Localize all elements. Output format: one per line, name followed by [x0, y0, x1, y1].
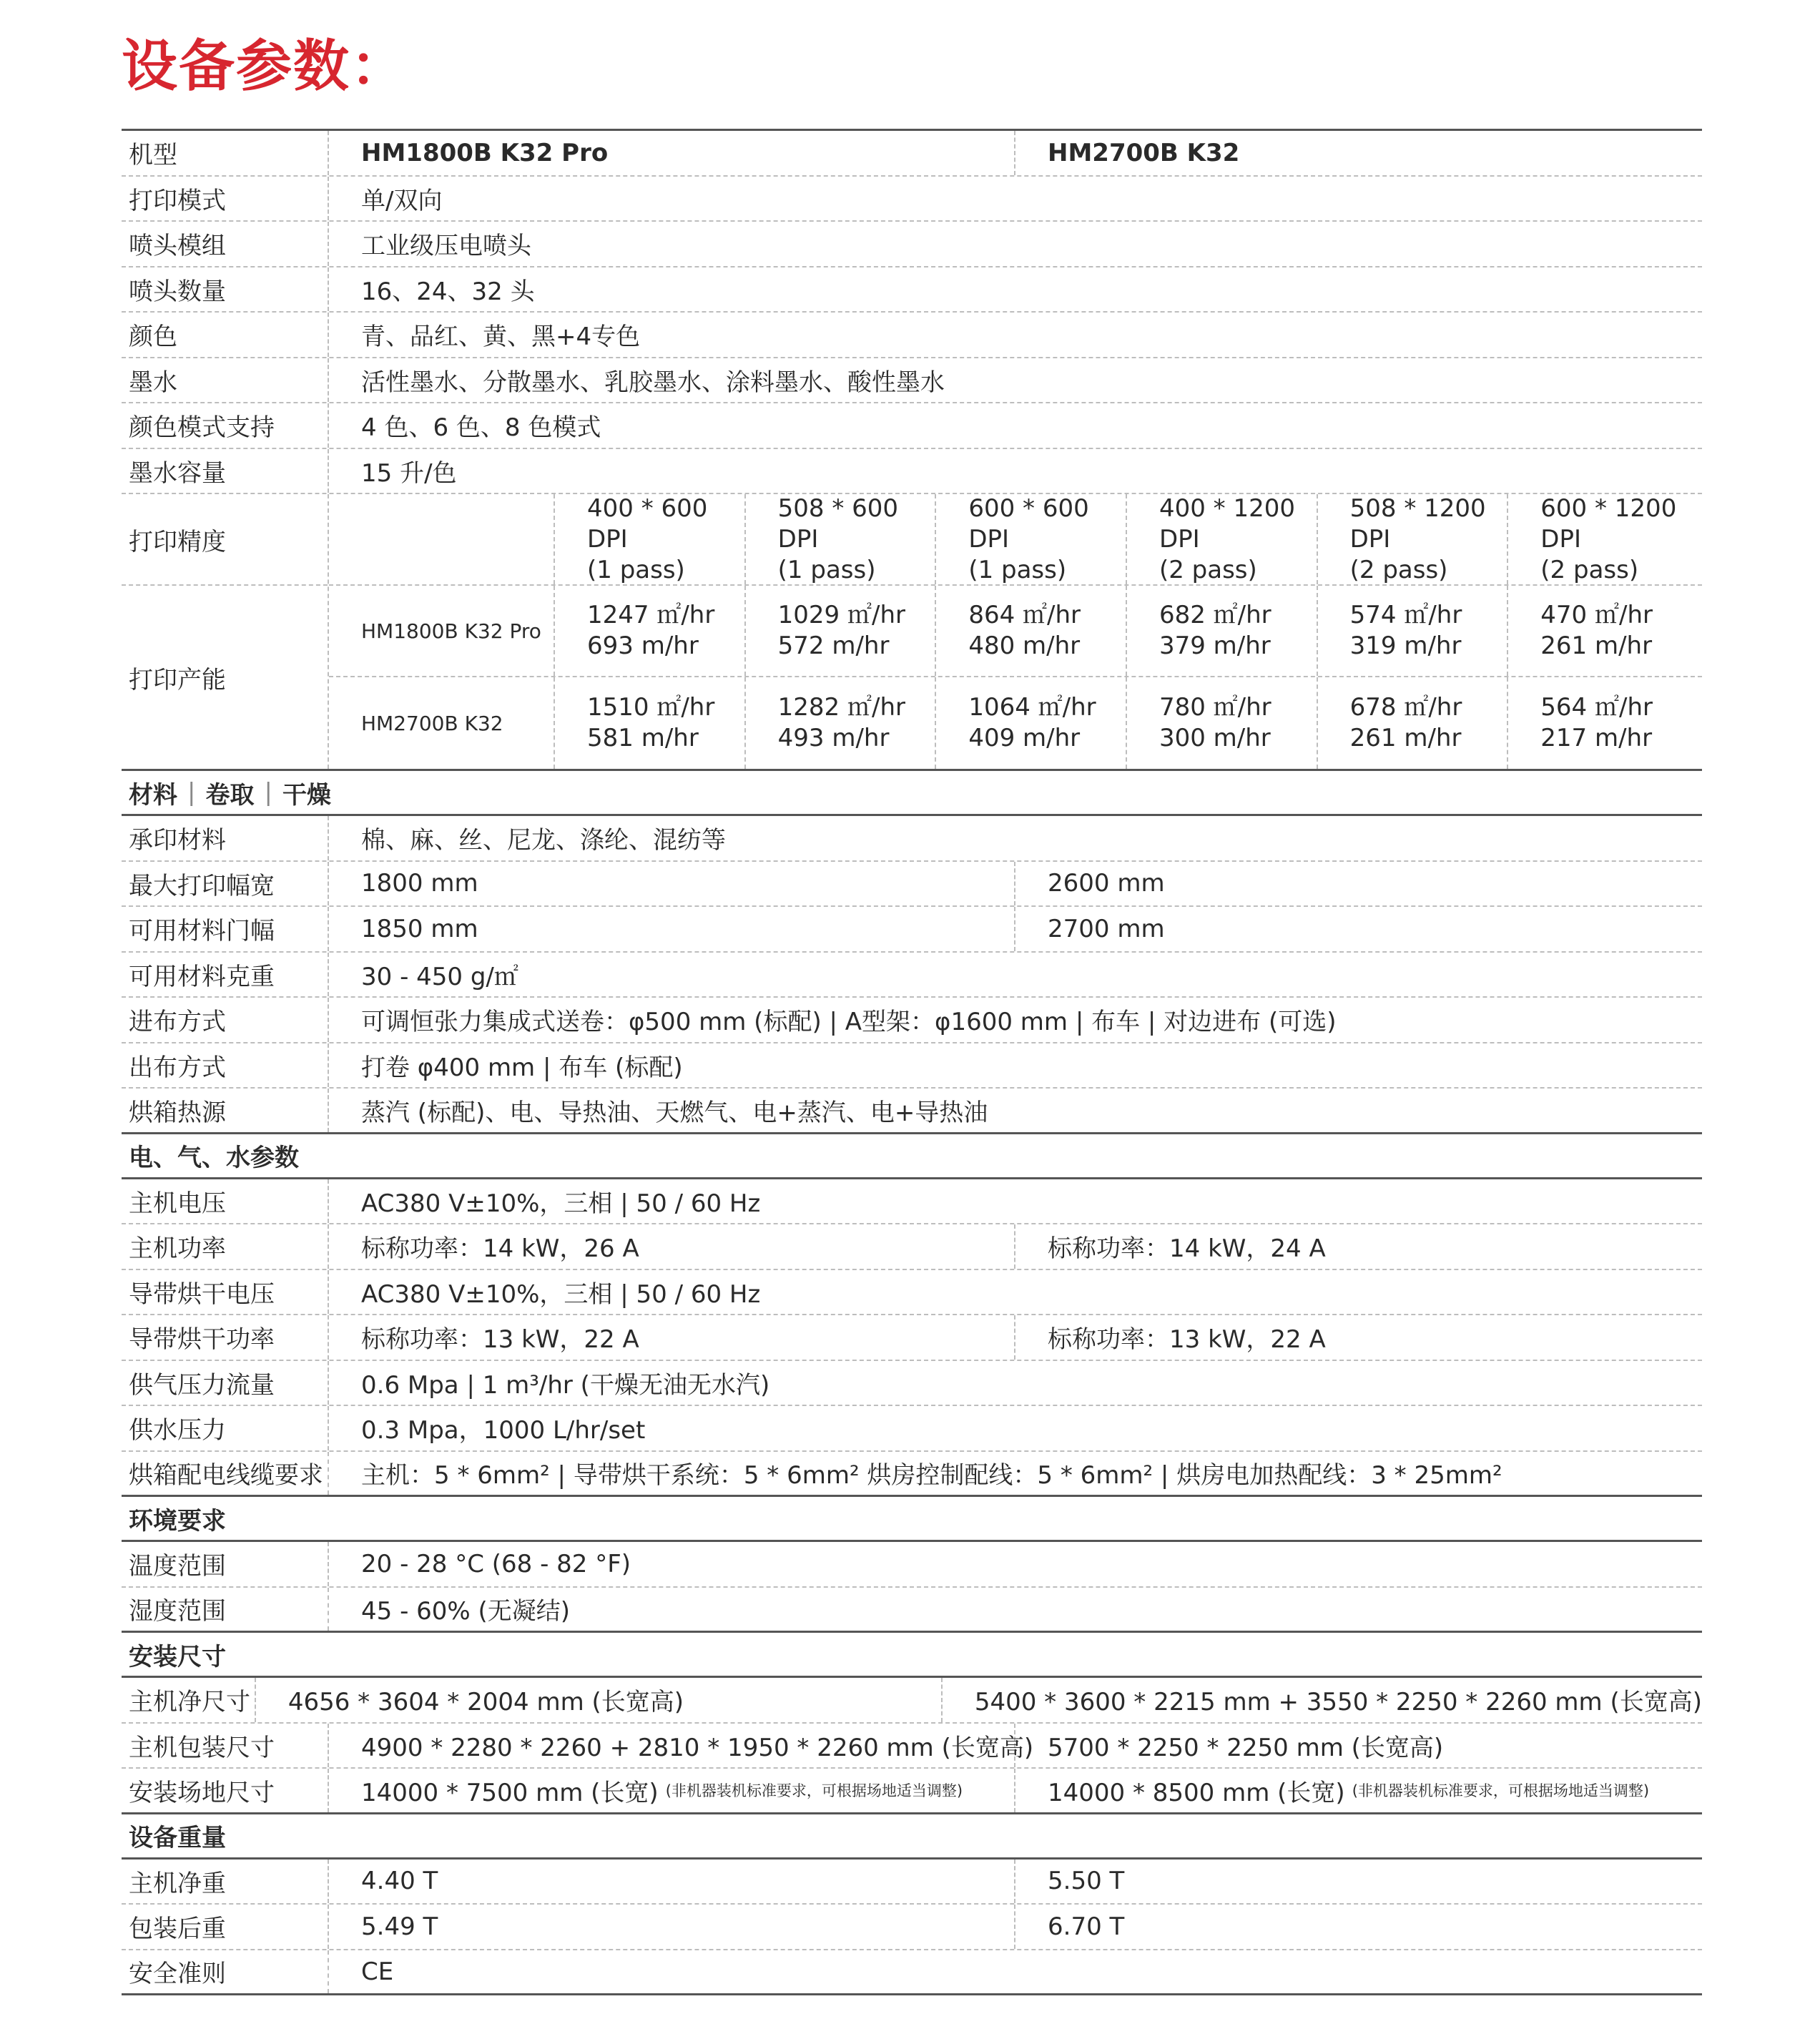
row-value: 主机：5 * 6mm² | 导带烘干系统：5 * 6mm² 烘房控制配线：5 * 6mm² | 烘房电加热配线：3 * 25mm² [361, 1461, 1502, 1490]
row-label: 墨水容量 [122, 449, 329, 493]
section-header-weight: 设备重量 [122, 1814, 1702, 1860]
capacity-label: 打印产能 [129, 665, 226, 694]
spec-row [122, 1950, 1702, 1996]
row-label: 颜色模式支持 [122, 403, 329, 448]
spec-row [122, 403, 1702, 449]
spec-table [122, 129, 1702, 1995]
model-name: HM1800B K32 Pro [329, 586, 555, 676]
site-size: 14000 * 7500 mm (长宽) [361, 1778, 659, 1807]
model-name: HM2700B K32 [329, 677, 555, 769]
row-label: 打印模式 [122, 177, 329, 221]
print-grid [122, 494, 1702, 771]
spec-row [122, 1724, 1702, 1769]
model-a-value: 4900 * 2280 * 2260 + 2810 * 1950 * 2260 mm (长宽高) [329, 1724, 1015, 1768]
spec-row [122, 1452, 1702, 1498]
row-label: 安全准则 [122, 1950, 329, 1994]
model-a-value: 5.49 T [329, 1905, 1015, 1949]
row-value: 15 升/色 [361, 458, 457, 488]
area-rate: 470 ㎡/hr [1540, 601, 1653, 629]
row-value: 45 - 60% (无凝结) [361, 1597, 571, 1626]
row-label: 湿度范围 [122, 1588, 329, 1631]
spec-row [122, 1678, 1702, 1724]
row-value: 30 - 450 g/㎡ [361, 962, 518, 991]
model-b-value: 2600 mm [1048, 869, 1165, 898]
row-value: 单/双向 [361, 186, 443, 215]
dpi-value: 400 * 600 DPI [587, 493, 708, 554]
row-value: 可调恒张力集成式送卷：φ500 mm (标配) | A型架：φ1600 mm | 布车 | 对边进布 (可选) [361, 1008, 1337, 1037]
pass-value: (1 pass) [777, 555, 876, 584]
area-rate: 574 ㎡/hr [1349, 601, 1462, 629]
capacity-cell [1127, 677, 1318, 769]
spec-row [122, 1860, 1702, 1905]
model-a-header: HM1800B K32 Pro [329, 131, 1015, 175]
row-label: 供气压力流量 [122, 1361, 329, 1405]
row-label: 烘箱配电线缆要求 [122, 1452, 329, 1495]
row-label: 温度范围 [122, 1542, 329, 1586]
pass-value: (1 pass) [968, 555, 1067, 584]
capacity-cell [936, 677, 1127, 769]
row-label: 出布方式 [122, 1043, 329, 1088]
area-rate: 1064 ㎡/hr [968, 693, 1096, 722]
row-label: 最大打印幅宽 [122, 862, 329, 906]
spec-row [122, 1905, 1702, 1950]
dpi-value: 400 * 1200 DPI [1159, 493, 1296, 554]
capacity-cell [936, 586, 1127, 676]
row-value: 4 色、6 色、8 色模式 [361, 413, 601, 443]
linear-rate: 572 m/hr [777, 632, 890, 660]
row-label: 主机电压 [122, 1179, 329, 1224]
precision-label: 打印精度 [122, 494, 328, 586]
spec-row [122, 177, 1702, 222]
spec-row [122, 1089, 1702, 1134]
dpi-value: 508 * 600 DPI [777, 493, 899, 554]
spec-row [122, 1270, 1702, 1316]
dpi-cell [1508, 494, 1699, 584]
capacity-cell [1318, 586, 1509, 676]
row-label: 进布方式 [122, 998, 329, 1042]
model-b-value: 5400 * 3600 * 2215 mm + 3550 * 2250 * 2260 mm (长宽高) [974, 1688, 1702, 1717]
model-b-value [1015, 1769, 1702, 1812]
row-label: 机型 [122, 131, 329, 175]
row-label: 喷头模组 [122, 222, 329, 266]
row-label: 承印材料 [122, 816, 329, 860]
pass-value: (1 pass) [587, 555, 685, 584]
row-value: AC380 V±10%，三相 | 50 / 60 Hz [361, 1189, 761, 1218]
row-value: 16、24、32 头 [361, 277, 535, 306]
spec-row [122, 1406, 1702, 1452]
row-label: 导带烘干电压 [122, 1270, 329, 1315]
print-grid-labels [122, 494, 329, 769]
row-value: 0.6 Mpa | 1 m³/hr (干燥无油无水汽) [361, 1370, 770, 1400]
linear-rate: 493 m/hr [777, 724, 890, 752]
spec-row [122, 1769, 1702, 1814]
row-value: 工业级压电喷头 [361, 232, 531, 261]
model-b-value: 6.70 T [1048, 1912, 1125, 1941]
model-b-value: 2700 mm [1048, 914, 1165, 943]
site-note: (非机器装机标准要求，可根据场地适当调整) [665, 1782, 963, 1800]
linear-rate: 581 m/hr [587, 724, 699, 752]
spec-row [122, 313, 1702, 358]
site-size: 14000 * 8500 mm (长宽) [1048, 1778, 1345, 1807]
dpi-cell [746, 494, 937, 584]
area-rate: 1029 ㎡/hr [777, 601, 905, 629]
row-label: 可用材料门幅 [122, 907, 329, 951]
row-label: 主机净重 [122, 1860, 329, 1904]
linear-rate: 379 m/hr [1159, 632, 1271, 660]
spec-row [122, 1361, 1702, 1407]
model-a-value [329, 1769, 1015, 1812]
capacity-cell [746, 677, 937, 769]
row-label: 颜色 [122, 313, 329, 357]
section-separator: | [187, 778, 196, 807]
capacity-cell [1127, 586, 1318, 676]
linear-rate: 217 m/hr [1540, 724, 1653, 752]
spec-row [122, 1542, 1702, 1588]
dpi-row [329, 494, 1702, 586]
area-rate: 864 ㎡/hr [968, 601, 1081, 629]
capacity-cell [746, 586, 937, 676]
model-a-value: 1850 mm [329, 907, 1015, 951]
area-rate: 1510 ㎡/hr [587, 693, 715, 722]
row-label: 墨水 [122, 358, 329, 403]
section-title-part: 卷取 [205, 780, 255, 810]
spec-row [122, 358, 1702, 404]
linear-rate: 300 m/hr [1159, 724, 1271, 752]
spec-row [122, 1588, 1702, 1634]
row-label: 可用材料克重 [122, 953, 329, 997]
section-header-power: 电、气、水参数 [122, 1134, 1702, 1179]
print-grid-cells [329, 494, 1702, 769]
linear-rate: 319 m/hr [1349, 632, 1462, 660]
row-label: 导带烘干功率 [122, 1315, 329, 1360]
page-title: 设备参数： [122, 34, 408, 99]
row-label: 烘箱热源 [122, 1089, 329, 1132]
spec-row [122, 862, 1702, 908]
spec-row [122, 998, 1702, 1043]
linear-rate: 261 m/hr [1540, 632, 1653, 660]
row-value: AC380 V±10%，三相 | 50 / 60 Hz [361, 1279, 761, 1309]
area-rate: 780 ㎡/hr [1159, 693, 1271, 722]
spec-row [122, 1315, 1702, 1361]
spec-row [122, 1043, 1702, 1089]
model-a-value: 4656 * 3604 * 2004 mm (长宽高) [256, 1678, 943, 1722]
spec-row [122, 1179, 1702, 1225]
dpi-value: 508 * 1200 DPI [1349, 493, 1486, 554]
capacity-cell [555, 677, 746, 769]
model-b-value: 5.50 T [1048, 1867, 1125, 1896]
model-a-value: 标称功率：14 kW，26 A [329, 1224, 1015, 1269]
row-value: 青、品红、黄、黑+4专色 [361, 323, 641, 352]
row-label: 喷头数量 [122, 267, 329, 312]
model-a-value: 标称功率：13 kW，22 A [329, 1315, 1015, 1360]
section-header-environment: 环境要求 [122, 1497, 1702, 1542]
capacity-cell [555, 586, 746, 676]
linear-rate: 693 m/hr [587, 632, 699, 660]
area-rate: 1282 ㎡/hr [777, 693, 905, 722]
dpi-value: 600 * 600 DPI [968, 493, 1089, 554]
dpi-cell [1318, 494, 1509, 584]
row-value: 打卷 φ400 mm | 布车 (标配) [361, 1053, 683, 1082]
capacity-row-model-a [329, 586, 1702, 677]
empty-model-cell [329, 494, 555, 584]
row-label: 主机功率 [122, 1224, 329, 1269]
pass-value: (2 pass) [1159, 555, 1257, 584]
spec-row [122, 907, 1702, 953]
spec-row [122, 222, 1702, 267]
row-label: 供水压力 [122, 1406, 329, 1450]
section-header-install: 安装尺寸 [122, 1633, 1702, 1678]
spec-row [122, 449, 1702, 495]
model-b-header: HM2700B K32 [1048, 138, 1240, 167]
model-header-row [122, 131, 1702, 177]
model-a-value: 1800 mm [329, 862, 1015, 906]
section-title-part: 材料 [129, 780, 177, 810]
area-rate: 1247 ㎡/hr [587, 601, 715, 629]
row-label: 安装场地尺寸 [122, 1769, 329, 1812]
section-header-material [122, 771, 1702, 816]
dpi-cell [555, 494, 746, 584]
capacity-cell [1318, 677, 1509, 769]
pass-value: (2 pass) [1540, 555, 1639, 584]
section-separator: | [264, 778, 272, 807]
area-rate: 678 ㎡/hr [1349, 693, 1462, 722]
capacity-cell [1508, 586, 1699, 676]
row-value: 棉、麻、丝、尼龙、涤纶、混纺等 [361, 826, 726, 855]
area-rate: 564 ㎡/hr [1540, 693, 1653, 722]
row-label: 包装后重 [122, 1905, 329, 1949]
section-title-part: 干燥 [282, 780, 331, 810]
row-value: CE [361, 1957, 394, 1986]
dpi-value: 600 * 1200 DPI [1540, 493, 1677, 554]
capacity-cell [1508, 677, 1699, 769]
linear-rate: 261 m/hr [1349, 724, 1462, 752]
row-label: 主机净尺寸 [122, 1678, 256, 1722]
site-note: (非机器装机标准要求，可根据场地适当调整) [1352, 1782, 1650, 1800]
capacity-row-model-b [329, 677, 1702, 769]
row-value: 0.3 Mpa，1000 L/hr/set [361, 1416, 646, 1445]
spec-row [122, 1224, 1702, 1270]
model-b-value: 5700 * 2250 * 2250 mm (长宽高) [1048, 1733, 1444, 1762]
dpi-cell [936, 494, 1127, 584]
spec-row [122, 267, 1702, 313]
row-value: 蒸汽 (标配)、电、导热油、天燃气、电+蒸汽、电+导热油 [361, 1098, 988, 1127]
model-a-value: 4.40 T [329, 1860, 1015, 1904]
spec-row [122, 953, 1702, 998]
model-b-value: 标称功率：14 kW，24 A [1048, 1234, 1326, 1264]
spec-row [122, 816, 1702, 862]
row-value: 20 - 28 °C (68 - 82 °F) [361, 1549, 631, 1578]
area-rate: 682 ㎡/hr [1159, 601, 1271, 629]
pass-value: (2 pass) [1349, 555, 1448, 584]
linear-rate: 409 m/hr [968, 724, 1081, 752]
linear-rate: 480 m/hr [968, 632, 1081, 660]
dpi-cell [1127, 494, 1318, 584]
row-value: 活性墨水、分散墨水、乳胶墨水、涂料墨水、酸性墨水 [361, 368, 945, 397]
row-label: 主机包装尺寸 [122, 1724, 329, 1768]
model-b-value: 标称功率：13 kW，22 A [1048, 1325, 1326, 1355]
